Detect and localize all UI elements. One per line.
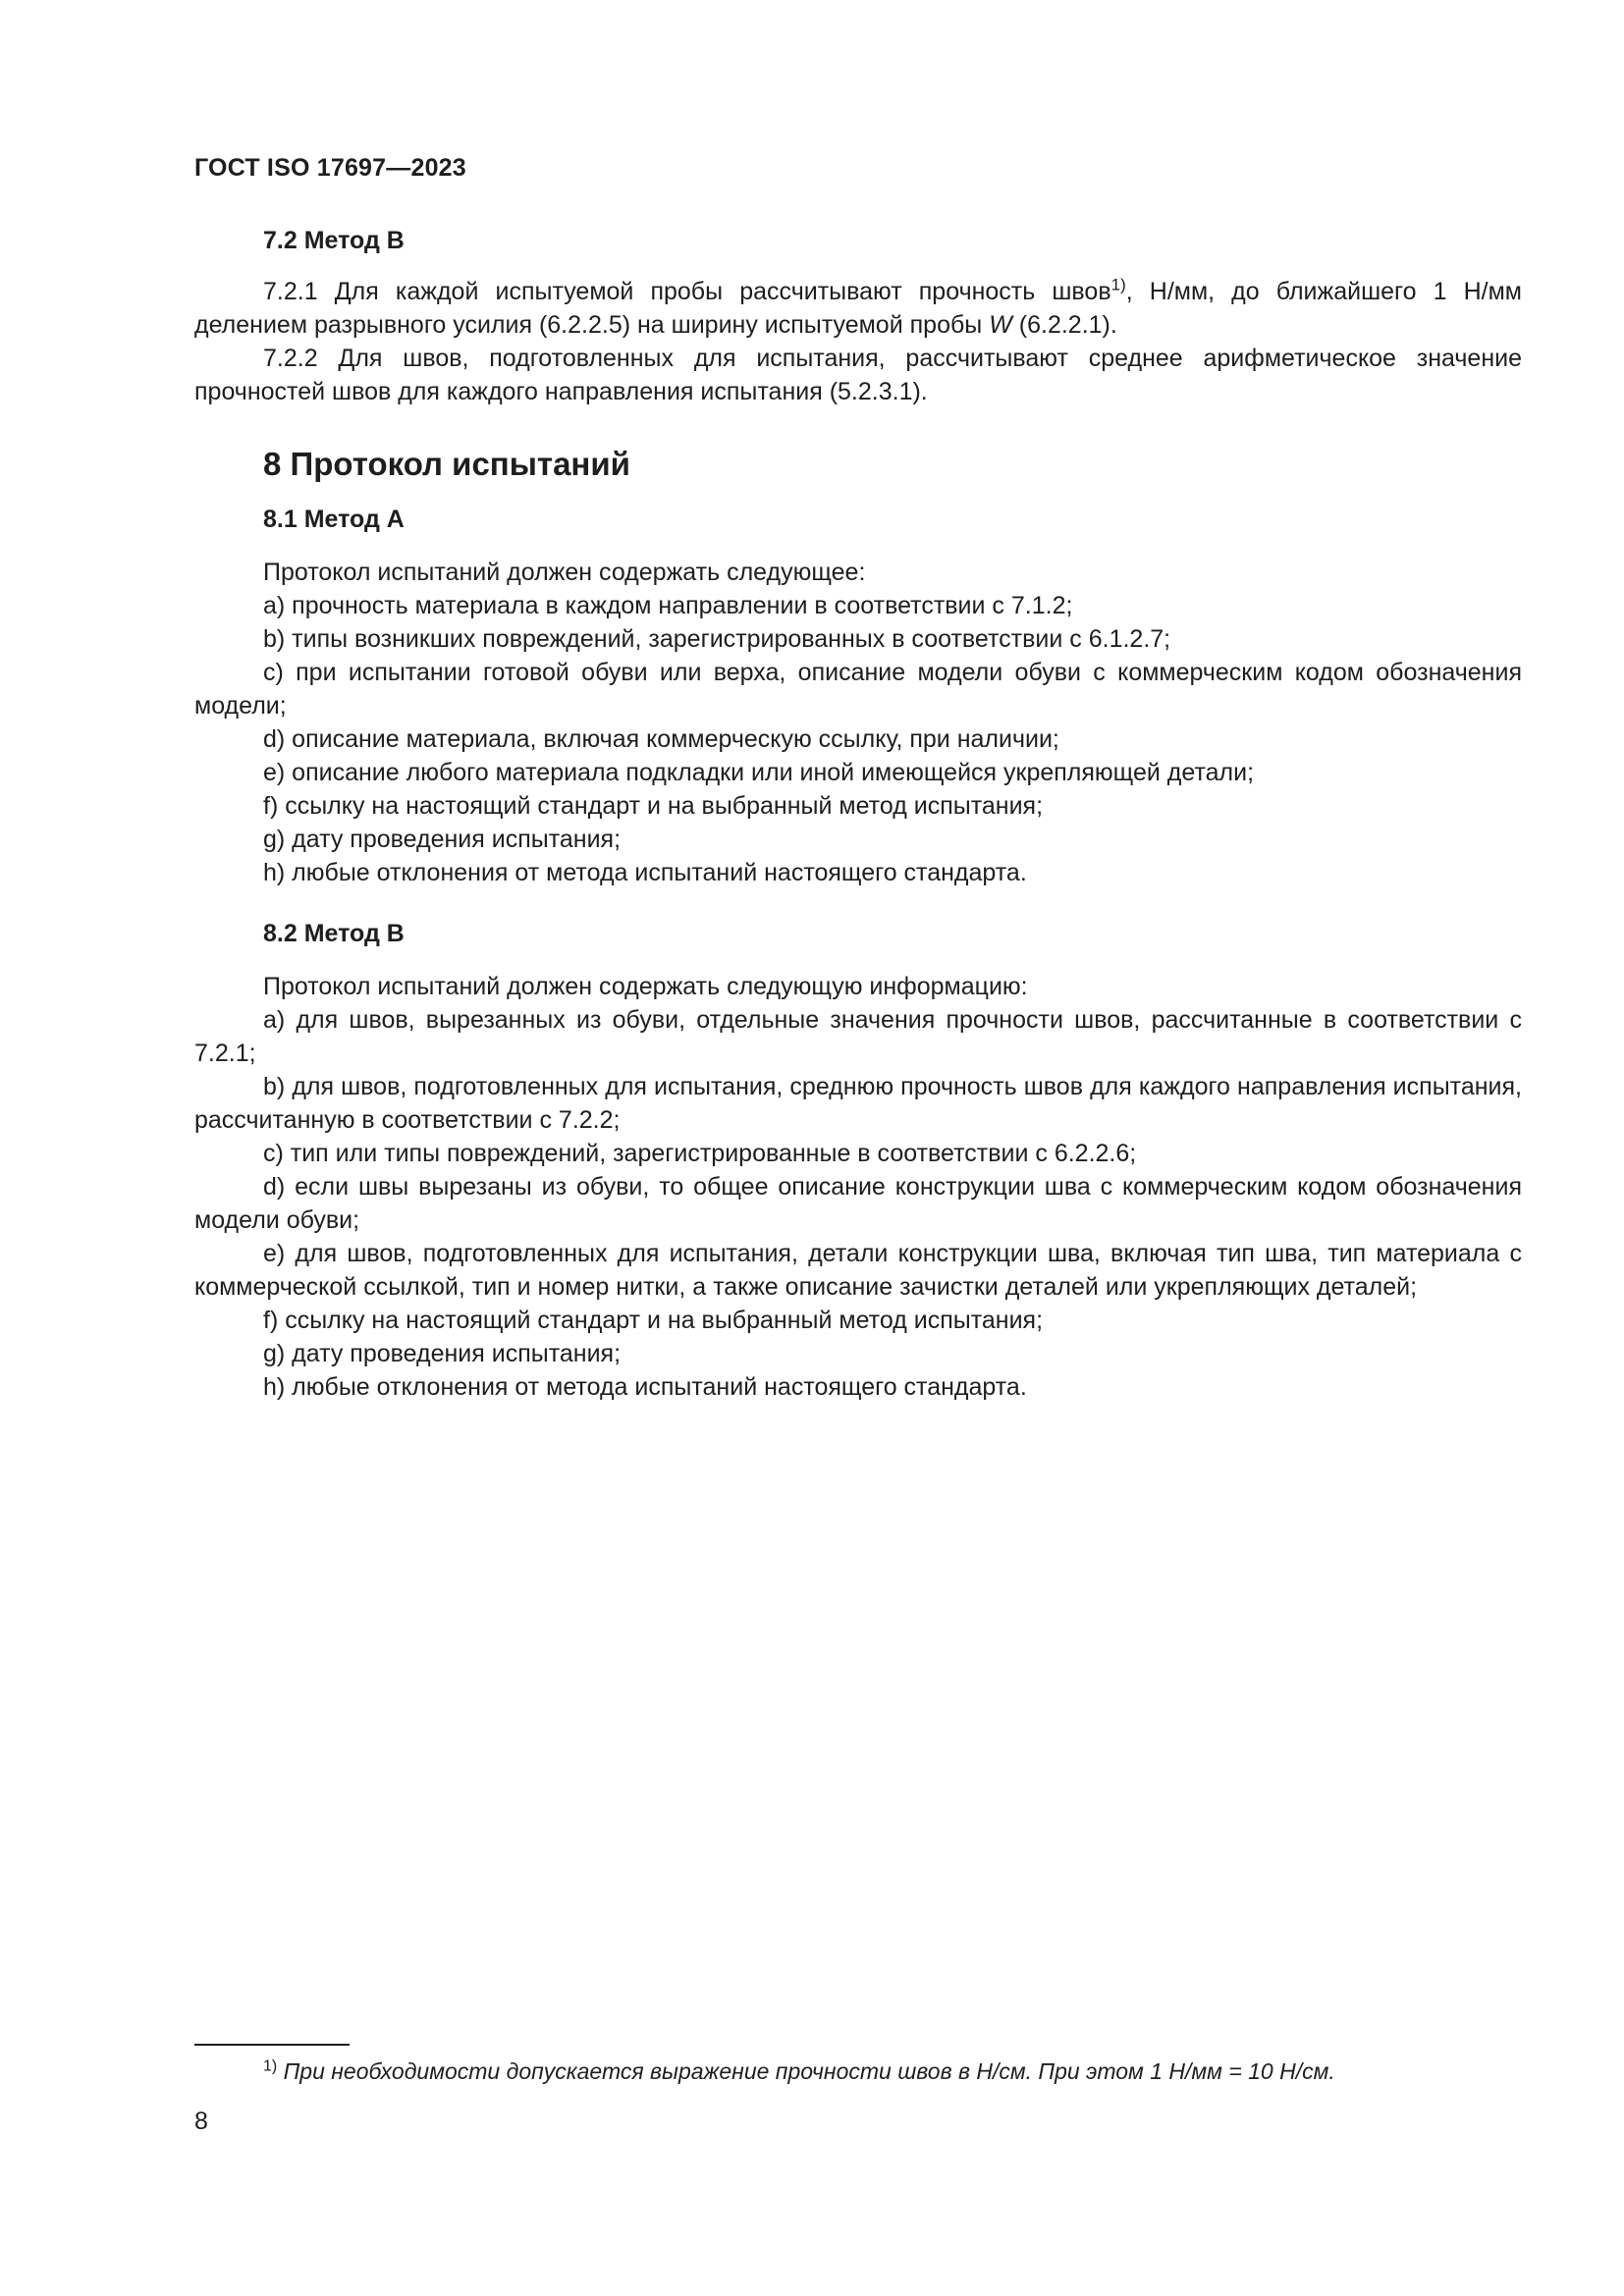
list-item: f) ссылку на настоящий стандарт и на выбранный метод испытания; bbox=[263, 792, 1044, 820]
paragraph-7-2-1-text-cont: , Н/мм, до ближайшего 1 Н/мм делением разрывного усилия (6.2.2.5) на ширину испытуемой пробы bbox=[194, 278, 1522, 339]
list-item: g) дату проведения испытания; bbox=[263, 826, 622, 853]
list-item: d) если швы вырезаны из обуви, то общее описание конструкции шва с коммерческим кодом обозначения модели обуви; bbox=[194, 1173, 1522, 1234]
paragraph-7-2-1-text: 7.2.1 Для каждой испытуемой пробы рассчитывают прочность швов bbox=[263, 278, 1111, 305]
list-item: h) любые отклонения от метода испытаний настоящего стандарта. bbox=[263, 1373, 1027, 1401]
list-item: c) тип или типы повреждений, зарегистрированные в соответствии с 6.2.2.6; bbox=[263, 1140, 1137, 1167]
list-item: f) ссылку на настоящий стандарт и на выбранный метод испытания; bbox=[263, 1307, 1044, 1334]
section-8-1-heading: 8.1 Метод А bbox=[263, 506, 405, 533]
page-body bbox=[194, 224, 1522, 1404]
footnote bbox=[263, 2056, 1335, 2087]
list-item: e) описание любого материала подкладки или иной имеющейся укрепляющей детали; bbox=[263, 759, 1255, 786]
paragraph-7-2-1 bbox=[194, 275, 1522, 342]
section-7-2-heading: 7.2 Метод В bbox=[263, 227, 405, 254]
page-number: 8 bbox=[194, 2108, 208, 2135]
footnote-marker: 1) bbox=[263, 2057, 278, 2075]
list-item: h) любые отклонения от метода испытаний настоящего стандарта. bbox=[263, 859, 1027, 886]
list-item: d) описание материала, включая коммерческую ссылку, при наличии; bbox=[263, 725, 1059, 753]
footnote-text: При необходимости допускается выражение прочности швов в Н/см. При этом 1 Н/мм = 10 Н/см. bbox=[277, 2058, 1335, 2084]
footnote-divider bbox=[194, 2044, 350, 2046]
footnote-reference: 1) bbox=[1110, 275, 1126, 294]
section-8-2-heading: 8.2 Метод В bbox=[263, 920, 405, 947]
list-item: e) для швов, подготовленных для испытания, детали конструкции шва, включая тип шва, тип материала с коммерческой ссылкой, тип и номер нитки, а также описание зачистки деталей или укрепляющих деталей; bbox=[194, 1240, 1522, 1301]
list-item: c) при испытании готовой обуви или верха, описание модели обуви с коммерческим кодом обозначения модели; bbox=[194, 659, 1522, 720]
list-item: b) для швов, подготовленных для испытания, среднюю прочность швов для каждого направления испытания, рассчитанную в соответствии с 7.2.2; bbox=[194, 1073, 1522, 1134]
section-8-1-intro: Протокол испытаний должен содержать следующее: bbox=[263, 559, 866, 586]
section-8-2-intro: Протокол испытаний должен содержать следующую информацию: bbox=[263, 973, 1028, 1000]
width-symbol: W bbox=[989, 311, 1012, 339]
section-8-title: 8 Протокол испытаний bbox=[263, 446, 630, 482]
document-header: ГОСТ ISO 17697—2023 bbox=[194, 154, 466, 182]
paragraph-7-2-2: 7.2.2 Для швов, подготовленных для испытания, рассчитывают среднее арифметическое значение прочностей швов для каждого направления испытания (5.2.3.1). bbox=[194, 345, 1522, 405]
list-item: b) типы возникших повреждений, зарегистрированных в соответствии с 6.1.2.7; bbox=[263, 625, 1171, 653]
list-item: g) дату проведения испытания; bbox=[263, 1340, 622, 1367]
list-item: a) прочность материала в каждом направлении в соответствии с 7.1.2; bbox=[263, 592, 1073, 619]
list-item: a) для швов, вырезанных из обуви, отдельные значения прочности швов, рассчитанные в соответствии с 7.2.1; bbox=[194, 1006, 1522, 1067]
paragraph-7-2-1-text-end: (6.2.2.1). bbox=[1011, 311, 1117, 339]
